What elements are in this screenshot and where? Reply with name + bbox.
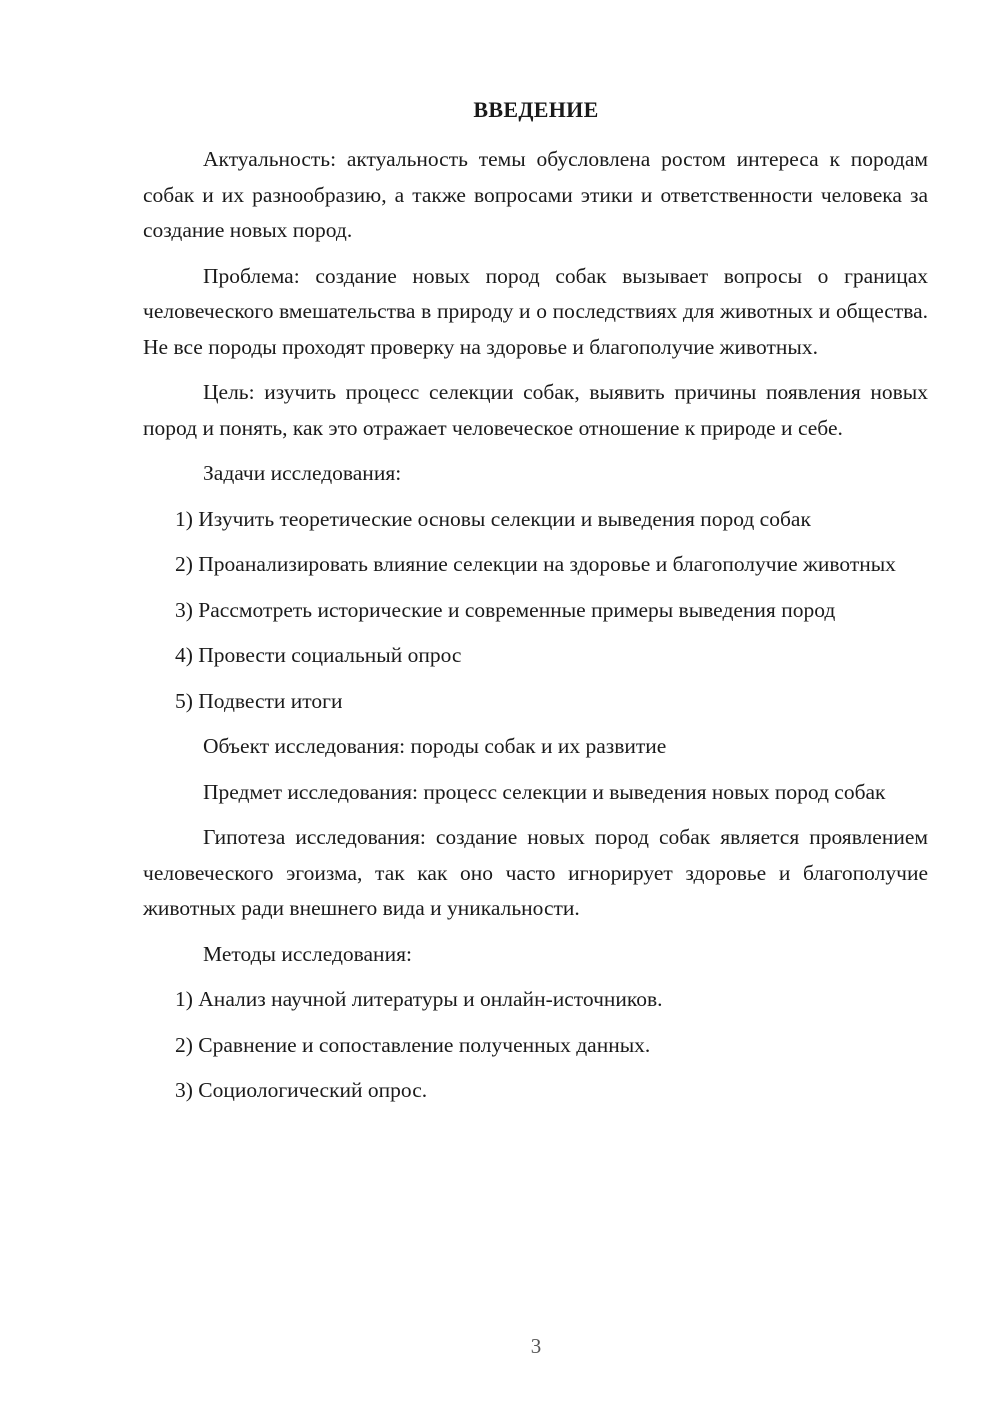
- task-item: 1) Изучить теоретические основы селекции и выведения пород собак: [175, 506, 811, 531]
- task-item: 2) Проанализировать влияние селекции на здоровье и благополучие животных: [175, 552, 896, 576]
- methods-heading: Методы исследования:: [203, 941, 412, 966]
- paragraph-hypothesis: Гипотеза исследования: создание новых пород собак является проявлением человеческого эгоизма, так как оно часто игнорирует здоровье и благополучие животных ради внешнего вида и уникальности.: [143, 825, 928, 920]
- page-number: 3: [530, 1334, 542, 1358]
- task-item: 5) Подвести итоги: [175, 688, 343, 713]
- paragraph-subject: Предмет исследования: процесс селекции и выведения новых пород собак: [203, 779, 886, 804]
- method-item: 2) Сравнение и сопоставление полученных данных.: [175, 1032, 651, 1057]
- task-item: 4) Провести социальный опрос: [175, 643, 462, 667]
- paragraph-relevance: Актуальность: актуальность темы обусловлена ростом интереса к породам собак и их разнообразию, а также вопросами этики и ответственности человека за создание новых пород.: [143, 147, 928, 242]
- method-item: 3) Социологический опрос.: [175, 1078, 428, 1102]
- tasks-heading: Задачи исследования:: [203, 461, 402, 485]
- paragraph-problem: Проблема: создание новых пород собак вызывает вопросы о границах человеческого вмешательства в природу и о последствиях для животных и общества. Не все породы проходят проверку на здоровье и благополучие животных.: [143, 263, 928, 359]
- task-item: 3) Рассмотреть исторические и современные примеры выведения пород: [175, 597, 836, 622]
- page-content: [143, 142, 928, 1119]
- paragraph-goal: Цель: изучить процесс селекции собак, выявить причины появления новых пород и понять, как это отражает человеческое отношение к природе и себе.: [143, 380, 928, 440]
- section-title: ВВЕДЕНИЕ: [473, 97, 599, 122]
- paragraph-object: Объект исследования: породы собак и их развитие: [203, 734, 667, 758]
- method-item: 1) Анализ научной литературы и онлайн-источников.: [175, 987, 663, 1011]
